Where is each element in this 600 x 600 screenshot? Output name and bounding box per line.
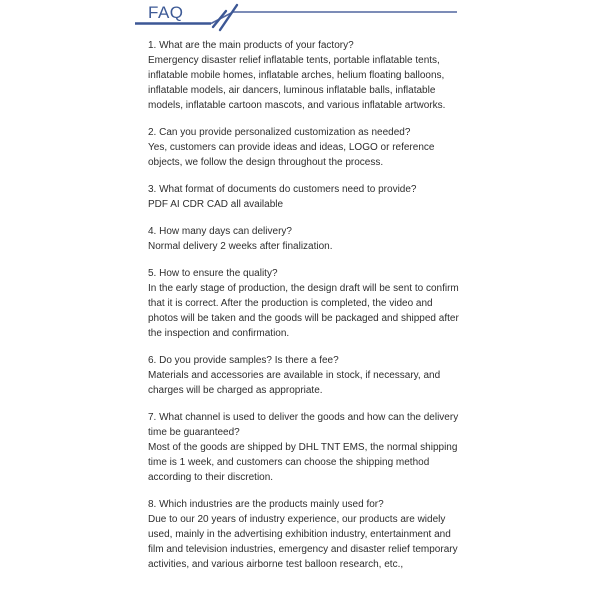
faq-answer: Yes, customers can provide ideas and ideas, LOGO or reference objects, we follow the design throughout the process. xyxy=(148,142,435,168)
faq-list xyxy=(148,38,460,584)
faq-answer: Normal delivery 2 weeks after finalization. xyxy=(148,241,333,252)
faq-question: 6. Do you provide samples? Is there a fee? xyxy=(148,355,339,366)
faq-question: 1. What are the main products of your factory? xyxy=(148,40,354,51)
faq-answer: Materials and accessories are available in stock, if necessary, and charges will be charged as appropriate. xyxy=(148,370,441,396)
page-title: FAQ xyxy=(148,3,184,22)
faq-item xyxy=(148,38,460,113)
faq-answer: In the early stage of production, the design draft will be sent to confirm that it is correct. After the production is completed, the video and photos will be taken and the goods will be packaged and shipped after the inspection and confirmation. xyxy=(148,283,459,339)
faq-answer: PDF AI CDR CAD all available xyxy=(148,199,284,210)
faq-item xyxy=(148,353,460,398)
faq-answer: Most of the goods are shipped by DHL TNT EMS, the normal shipping time is 1 week, and customers can choose the shipping method according to their discretion. xyxy=(148,442,458,483)
faq-question: 8. Which industries are the products mainly used for? xyxy=(148,499,384,510)
faq-item xyxy=(148,266,460,341)
faq-question: 7. What channel is used to deliver the goods and how can the delivery time be guaranteed? xyxy=(148,412,459,438)
faq-question: 2. Can you provide personalized customization as needed? xyxy=(148,127,411,138)
faq-answer: Due to our 20 years of industry experience, our products are widely used, mainly in the advertising exhibition industry, entertainment and film and television industries, emergency and disaster relief temporary activities, and various airborne test balloon research, etc., xyxy=(148,514,458,570)
faq-item xyxy=(148,125,460,170)
title-underline xyxy=(135,12,457,24)
faq-question: 3. What format of documents do customers need to provide? xyxy=(148,184,417,195)
faq-answer: Emergency disaster relief inflatable tents, portable inflatable tents, inflatable mobile homes, inflatable arches, helium floating balloons, inflatable models, air dancers, luminous inflatable balls, inflatable models, inflatable cartoon mascots, and various inflatable artworks. xyxy=(148,55,446,111)
faq-item xyxy=(148,410,460,485)
faq-item xyxy=(148,497,460,572)
header-rule xyxy=(133,0,463,34)
faq-item xyxy=(148,182,460,212)
faq-item xyxy=(148,224,460,254)
faq-header xyxy=(0,0,600,36)
faq-question: 4. How many days can delivery? xyxy=(148,226,292,237)
pen-icon xyxy=(213,5,237,30)
faq-question: 5. How to ensure the quality? xyxy=(148,268,278,279)
